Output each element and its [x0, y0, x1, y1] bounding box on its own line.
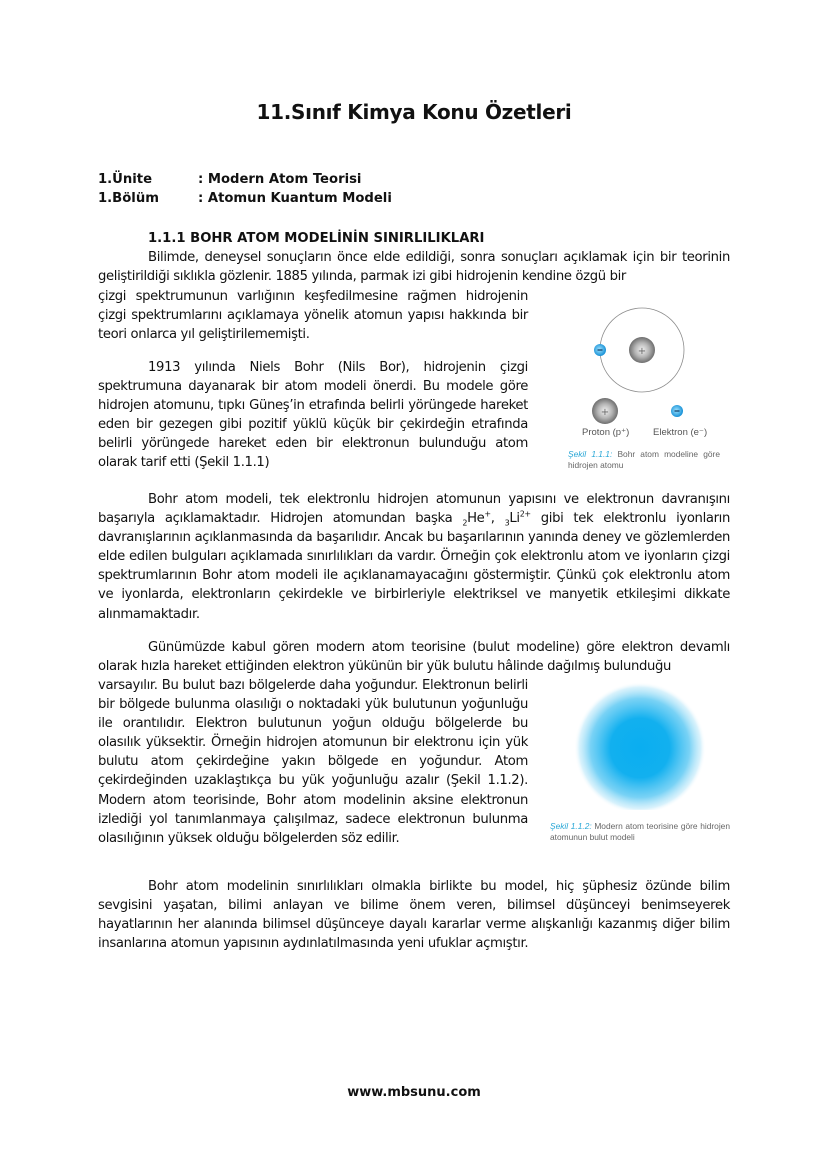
- proton-label: Proton (p⁺): [582, 427, 630, 438]
- chapter-row: [98, 191, 392, 206]
- proton-legend-icon: [592, 398, 618, 424]
- paragraph-1-continued: çizgi spektrumunun varlığının keşfedilmesine rağmen hidrojenin çizgi spektrumlarını açıklamaya yönelik atomun yapısı hakkında bir teori onlarca yıl geliştirilememişti.: [98, 289, 528, 343]
- nucleus-icon: [629, 337, 655, 363]
- electron-legend-icon: [671, 405, 683, 417]
- page-title: 11.Sınıf Kimya Konu Özetleri: [256, 100, 572, 124]
- chapter-value: : Atomun Kuantum Modeli: [198, 191, 392, 206]
- footer-website: www.mbsunu.com: [347, 1085, 481, 1100]
- figure-2-ref: Şekil 1.1.2:: [550, 821, 592, 831]
- orbiting-electron-icon: [594, 344, 606, 356]
- figure-cloud-model: [548, 680, 733, 850]
- svg-text:+: +: [600, 407, 610, 418]
- bohr-atom-diagram: [560, 300, 730, 430]
- svg-text:+: +: [637, 346, 647, 357]
- paragraph-5: Bohr atom modelinin sınırlılıkları olmakla birlikte bu model, hiç şüphesiz özünde bilim sevgisini yaşatan, bilimi anlayan ve bilime önem veren, bilimsel düşünceyi benimseyerek hayatlarının her alanında bilimsel düşünceye dayalı kararlar verme alışkanlığı kazanmış diğer bilim insanlarına atomun yapısının aydınlatılmasında yeni ufuklar açmıştır.: [98, 879, 730, 952]
- figure-1-caption: Şekil 1.1.1: Bohr atom modeline göre hidrojen atomu: [568, 449, 720, 470]
- cloud-shape: [574, 682, 706, 810]
- unit-row: [98, 172, 361, 187]
- unit-key: 1.Ünite: [98, 172, 153, 187]
- paragraph-1-intro: Bilimde, deneysel sonuçların önce elde edildiği, sonra sonuçları açıklamak için bir teorinin geliştirildiği sıklıkla gözlenir. 1885 yılında, parmak izi gibi hidrojenin kendine özgü bir: [98, 250, 730, 285]
- chapter-key: 1.Bölüm: [98, 191, 159, 206]
- section-heading: 1.1.1 BOHR ATOM MODELİNİN SINIRLILIKLARI: [148, 231, 485, 246]
- paragraph-4-intro: Günümüzde kabul gören modern atom teorisine (bulut modeline) göre elektron devamlı olarak hızla hareket ettiğinden elektron yükünün bir yük bulutu hâlinde dağılmış bulunduğu: [98, 640, 730, 675]
- paragraph-3: Bohr atom modeli, tek elektronlu hidrojen atomunun yapısını ve elektronun davranışını başarıyla açıklamaktadır. Hidrojen atomundan başka $_2$He+, $_3Li^{2+}$ gibi tek elektronlu iyonların davranışlarının açıklanmasında da başarılıdır. Ancak bu başarılarının yanında deney ve gözlemlerden elde edilen bulguları açıklamada sınırlılıkları da vardır. Örneğin çok elektronlu atom ve iyonların çizgi spektrumlarının Bohr atom modeli ile açıklanamayacağını göstermiştir. Çünkü çok elektronlu atom ve iyonlarda, elektronların çekirdekle ve birbirleriyle elektriksel ve manyetik etkileşimi dikkate alınmamaktadır.: [98, 492, 731, 622]
- electron-cloud-diagram: [548, 680, 733, 810]
- figure-bohr-model: [560, 300, 730, 475]
- paragraph-2: 1913 yılında Niels Bohr (Nils Bor), hidrojenin çizgi spektrumuna dayanarak bir atom modeli önerdi. Bu modele göre hidrojen atomunu, tıpkı Güneş’in etrafında belirli yörüngede hareket eden bir gezegen gibi pozitif yüklü küçük bir çekirdeğin etrafında belirli yörüngede hareket eden bir elektronun bulunduğu atom olarak tarif etti (Şekil 1.1.1): [98, 360, 528, 471]
- figure-2-caption: Şekil 1.1.2: Modern atom teorisine göre hidrojen atomunun bulut modeli: [550, 821, 730, 842]
- unit-value: : Modern Atom Teorisi: [198, 172, 362, 187]
- electron-label: Elektron (e⁻): [653, 427, 708, 438]
- figure-1-ref: Şekil 1.1.1:: [568, 449, 613, 459]
- paragraph-4-continued: varsayılır. Bu bulut bazı bölgelerde daha yoğundur. Elektronun belirli bir bölgede bulunma olasılığı o noktadaki yük bulutunun yoğunluğu ile orantılıdır. Elektron bulutunun yoğun olduğu bölgelerde bu olasılık yüksektir. Örneğin hidrojen atomunun bir elektronu için yük bulutu atom çekirdeğine yakın bölgede en yoğundur. Atom çekirdeğinden uzaklaştıkça bu yük yoğunluğu azalır (Şekil 1.1.2). Modern atom teorisinde, Bohr atom modelinin aksine elektronun izlediği yol tanımlanmaya çalışılmaz, sadece elektronun bulunma olasılığının yüksek olduğu bölgelerden söz edilir.: [98, 678, 528, 846]
